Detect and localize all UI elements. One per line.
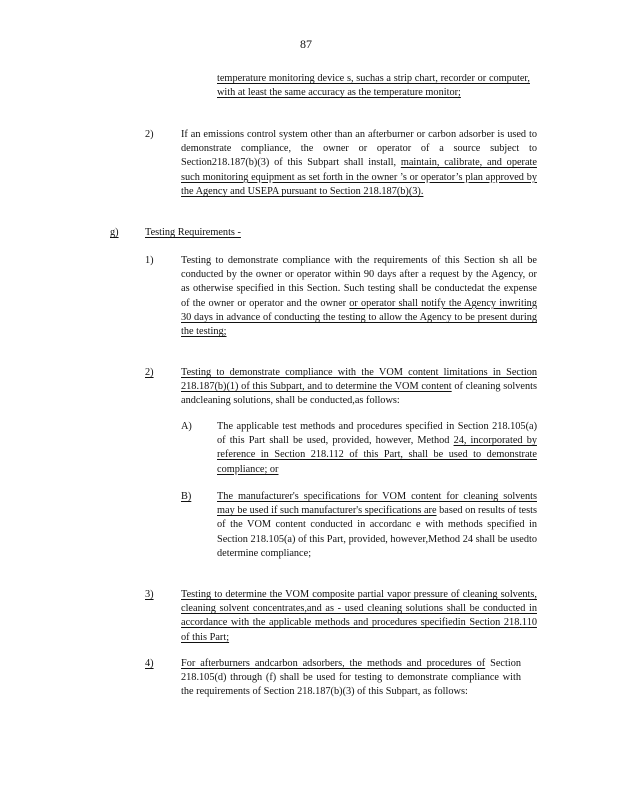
paragraph-g2	[181, 366, 537, 409]
paragraph-f2-plain: If an emissions control system other than an afterburner or carbon adsorber is used to demonstrate compliance, the owner or operator of a source subject to Section218.187(b)(3) of this Subpart shall install,	[181, 129, 537, 169]
paragraph-g2-plain: of cleaning solvents andcleaning solutions, shall be conducted,as follows:	[181, 381, 538, 407]
paragraph-B-plain: based on results of tests of the VOM content conducted in accordanc e with methods specified in Section 218.105(a) of this Part, provided, however,Method 24 shall be usedto determine compliance;	[217, 505, 538, 559]
paragraph-g1	[181, 254, 537, 339]
subitem-label-B: B)	[181, 491, 192, 502]
paragraph-g4-plain: Section 218.105(d) through (f) shall be used for testing to demonstrate compliance with the requirements of Section 218.187(b)(3) of this Subpart, as follows:	[181, 658, 522, 698]
item-label-g4: 4)	[145, 658, 154, 669]
item-label-g3: 3)	[145, 589, 154, 600]
paragraph-g1-plain: Testing to demonstrate compliance with the requirements of this Section sh all be conducted by the owner or operator within 90 days after a request by the Agency, or as otherwise specified in this Section. Such testing shall be conductedat the expense of the owner or operator and the owner	[181, 255, 537, 309]
paragraph-g1-underlined: or operator shall notify the Agency inwriting 30 days in advance of conducting the testing to allow the Agency to be present during the testing;	[181, 297, 537, 338]
paragraph-g3	[181, 588, 537, 645]
paragraph-g4	[181, 657, 521, 700]
paragraph-f2-underlined: maintain, calibrate, and operate such monitoring equipment as set forth in the owner ’s or operator’s plan approved by the Agency and USEPA pursuant to Section 218.187(b)(3).	[181, 157, 537, 197]
section-heading-g: Testing Requirements -	[145, 227, 241, 238]
paragraph-B	[217, 490, 537, 561]
item-label-g2: 2)	[145, 367, 154, 378]
subitem-label-A: A)	[181, 421, 192, 432]
paragraph-A	[217, 420, 537, 477]
paragraph-A-underlined: 24, incorporated by reference in Section 218.112 of this Part, shall be used to demonstrate compliance; or	[217, 435, 537, 475]
item-label-g1: 1)	[145, 255, 154, 266]
paragraph-g4-underlined: For afterburners andcarbon adsorbers, the methods and procedures of	[181, 658, 486, 669]
paragraph-f2	[181, 128, 537, 199]
continuation-paragraph: temperature monitoring device s, suchas a strip chart, recorder or computer, with at least the same accuracy as the temperature monitor;	[217, 73, 530, 99]
paragraph-g2-underlined: Testing to demonstrate compliance with the VOM content limitations in Section 218.187(b)(1) of this Subpart, and to determine the VOM content	[181, 367, 537, 393]
paragraph-B-underlined: The manufacturer's specifications for VOM content for cleaning solvents may be used if such manufacturer's specifications are	[217, 491, 537, 517]
page-number: 87	[300, 37, 312, 51]
paragraph-A-plain: The applicable test methods and procedures specified in Section 218.105(a) of this Part shall be used, provided, however, Method	[217, 421, 537, 447]
item-label-f2: 2)	[145, 129, 154, 140]
section-label-g: g)	[110, 227, 119, 238]
paragraph-g3-underlined: Testing to determine the VOM composite partial vapor pressure of cleaning solvents, cleaning solvent concentrates,and as - used cleaning solutions shall be conducted in accordance with the applicable methods and procedures specifiedin Section 218.110 of this Part;	[181, 589, 537, 643]
